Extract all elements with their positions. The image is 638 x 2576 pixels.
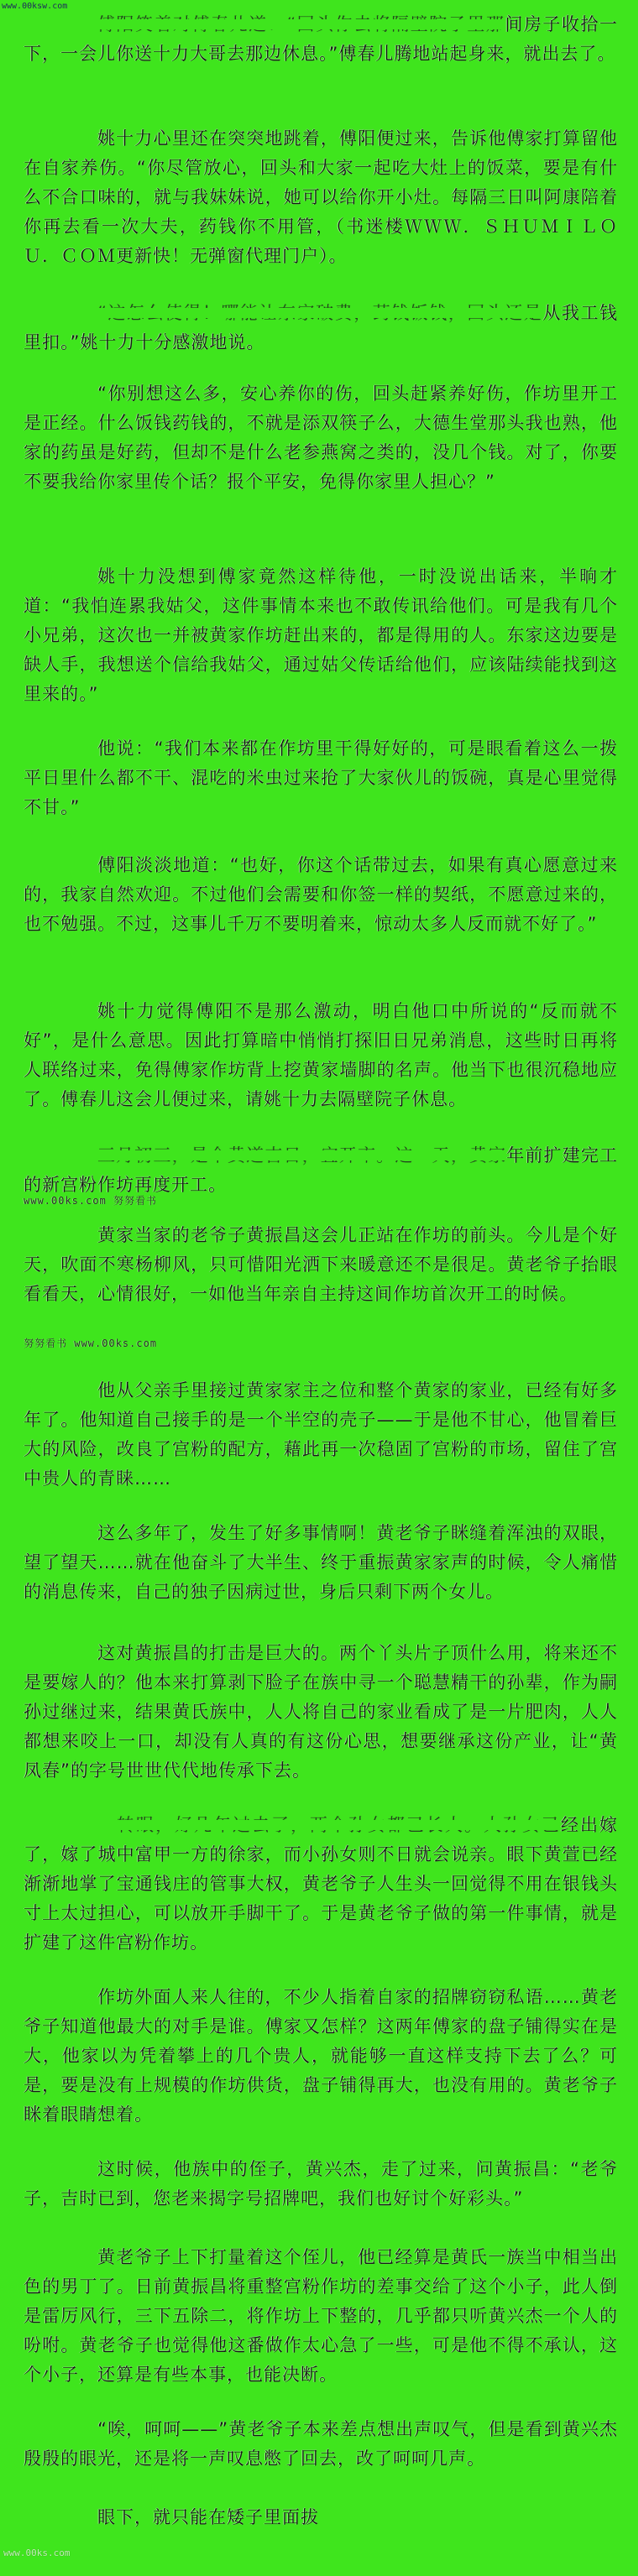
novel-paragraph <box>24 1519 618 1607</box>
paragraph-text: 从我工钱里扣。”姚十力十分感激地说。 <box>24 303 618 352</box>
novel-paragraph <box>24 2415 618 2474</box>
faded-line: 一转眼，好几年过去了，两个孙女都已长大。大孙女已 <box>97 1815 561 1835</box>
faded-line: 傅阳笑着对傅春儿道：“回头你去将隔壁院子里那 <box>97 14 505 34</box>
paragraph-text: 他从父亲手里接过黄家家主之位和整个黄家的家业，已经有好多年了。他知道自己接手的是一个半空的壳子——于是他不甘心，他冒着巨大的风险，改良了宫粉的配方，藉此再一次稳固了宫粉的市场，留住了宫中贵人的青睐…… <box>24 1380 618 1489</box>
watermark-bottom-left: www.00ks.com <box>3 2547 71 2558</box>
novel-paragraph <box>24 2503 618 2532</box>
paragraph-text: 他说：“我们本来都在作坊里干得好好的，可是眼看着这么一拨平日里什么都不干、混吃的米虫过来抢了大家伙儿的饭碗，真是心里觉得不甘。” <box>24 738 618 817</box>
paragraph-text: 这对黄振昌的打击是巨大的。两个丫头片子顶什么用，将来还不是要嫁人的？他本来打算剥下脸子在族中寻一个聪慧精干的孙辈，作为嗣孙过继过来，结果黄氏族中，人人将自己的家业看成了是一片肥肉，人人都想来咬上一口，却没有人真的有这份心思，想要继承这份产业，让“黄凤春”的字号世世代代地传承下去。 <box>24 1643 618 1781</box>
novel-paragraph <box>24 1639 618 1786</box>
paragraph-text: 黄老爷子上下打量着这个侄儿，他已经算是黄氏一族当中相当出色的男丁了。日前黄振昌将重整宫粉作坊的差事交给了这个小子，此人倒是雷厉风行，三下五除二，将作坊上下整的，几乎都只听黄兴杰一个人的吩咐。黄老爷子也觉得他这番做作太心急了一些，可是他不得不承认，这个小子，还算是有些本事，也能决断。 <box>24 2247 618 2385</box>
novel-paragraph <box>24 1221 618 1309</box>
paragraph-text: 黄家当家的老爷子黄振昌这会儿正站在作坊的前头。今儿是个好天，吹面不寒杨柳风，只可惜阳光洒下来暖意还不是很足。黄老爷子抬眼看看天，心情很好，一如他当年亲自主持这间作坊首次开工的时候。 <box>24 1225 618 1304</box>
paragraph-text: 这么多年了，发生了好多事情啊！黄老爷子眯缝着浑浊的双眼，望了望天……就在他奋斗了大半生、终于重振黄家家声的时候，令人痛惜的消息传来，自己的独子因病过世，身后只剩下两个女儿。 <box>24 1523 618 1602</box>
novel-paragraph <box>24 299 618 357</box>
novel-paragraph <box>24 124 618 271</box>
novel-paragraph <box>24 851 618 939</box>
novel-paragraph <box>24 1141 618 1200</box>
paragraph-text: 作坊外面人来人往的，不少人指着自家的招牌窃窃私语……黄老爷子知道他最大的对手是谁。傅家又怎样？这两年傅家的盘子铺得实在是大，他家以为凭着攀上的几个贵人，就能够一直这样支持下去了么？可是，要是没有上规模的作坊供货，盘子铺得再大，也没有用的。黄老爷子眯着眼睛想着。 <box>24 1987 618 2125</box>
paragraph-text: “唉，呵呵——”黄老爷子本来差点想出声叹气，但是看到黄兴杰殷殷的眼光，还是将一声叹息憋了回去，改了呵呵几声。 <box>24 2419 618 2469</box>
novel-paragraph <box>24 2243 618 2390</box>
novel-paragraph <box>24 10 618 69</box>
novel-paragraph <box>24 997 618 1114</box>
paragraph-text: 这时候，他族中的侄子，黄兴杰，走了过来，问黄振昌：“老爷子，吉时已到，您老来揭字号招牌吧，我们也好讨个好彩头。” <box>24 2159 618 2208</box>
paragraph-text: 姚十力觉得傅阳不是那么激动，明白他口中所说的“反而就不好”，是什么意思。因此打算暗中悄悄打探旧日兄弟消息，这些时日再将人联络过来，免得傅家作坊背上挖黄家墙脚的名声。他当下也很沉稳地应了。傅春儿这会儿便过来，请姚十力去隔壁院子休息。 <box>24 1001 618 1109</box>
faded-line: 三月初三，是个黄道吉日，宜开市。这一天，黄家 <box>97 1145 507 1165</box>
paragraph-text: 傅阳淡淡地道：“也好，你这个话带过去，如果有真心愿意过来的，我家自然欢迎。不过他们会需要和你签一样的契纸，不愿意过来的，也不勉强。不过，这事儿千万不要明着来，惊动太多人反而就不好了。” <box>24 855 618 934</box>
novel-paragraph <box>24 379 618 497</box>
paragraph-text: 年前扩建完工的新宫粉作坊再度开工。 <box>24 1145 619 1195</box>
paragraph-text: 姚十力没想到傅家竟然这样待他，一时没说出话来，半晌才道：“我怕连累我姑父，这件事情本来也不敢传讯给他们。可是我有几个小兄弟，这次也一并被黄家作坊赶出来的，都是得用的人。东家这边要是缺人手，我想送个信给我姑父，通过姑父传话给他们，应该陆续能找到这里来的。” <box>24 566 618 704</box>
paragraph-text: 姚十力心里还在突突地跳着，傅阳便过来，告诉他傅家打算留他在自家养伤。“你尽管放心，回头和大家一起吃大灶上的饭菜，要是有什么不合口味的，就与我妹妹说，她可以给你开小灶。每隔三日叫阿康陪着你再去看一次大夫，药钱你不用管，（书迷楼ＷＷＷ．ＳＨＵＭＩＬＯＵ．ＣＯＭ更新快！无弹窗代理门户）。 <box>24 128 618 266</box>
paragraph-text: 间房子收拾一下，一会儿你送十力大哥去那边休息。”傅春儿腾地站起身来，就出去了。 <box>24 14 618 64</box>
novel-paragraph <box>24 2155 618 2214</box>
novel-paragraph <box>24 1811 618 1958</box>
paragraph-text: “你别想这么多，安心养你的伤，回头赶紧养好伤，作坊里开工是正经。什么饭钱药钱的，不就是添双筷子么，大德生堂那头我也熟，他家的药虽是好药，但却不是什么老参燕窝之类的，没几个钱。对了，你要不要我给你家里传个话？报个平安，免得你家里人担心？” <box>24 383 618 492</box>
watermark-top-left: www.00ksw.com <box>2 2 68 11</box>
novel-paragraph <box>24 1983 618 2130</box>
paragraph-text: 经出嫁了，嫁了城中富甲一方的徐家，而小孙女则不日就会说亲。眼下黄萱已经渐渐地掌了宝通钱庄的管事大权，黄老爷子人生头一回觉得不用在银钱头寸上太过担心，可以放开手脚干了。于是黄老爷子做的第一件事情，就是扩建了这件宫粉作坊。 <box>24 1815 618 1953</box>
novel-paragraph <box>24 562 618 709</box>
novel-paragraph <box>24 734 618 822</box>
watermark-inline-1: www.00ks.com 努努看书 <box>24 1195 157 1207</box>
watermark-inline-2: 努努看书 www.00ks.com <box>24 1338 157 1349</box>
faded-line: “这怎么使得！哪能让东家破费，药钱饭钱，回头还是 <box>97 303 543 323</box>
novel-paragraph <box>24 1376 618 1494</box>
paragraph-text: 眼下，就只能在矮子里面拔 <box>97 2507 319 2527</box>
